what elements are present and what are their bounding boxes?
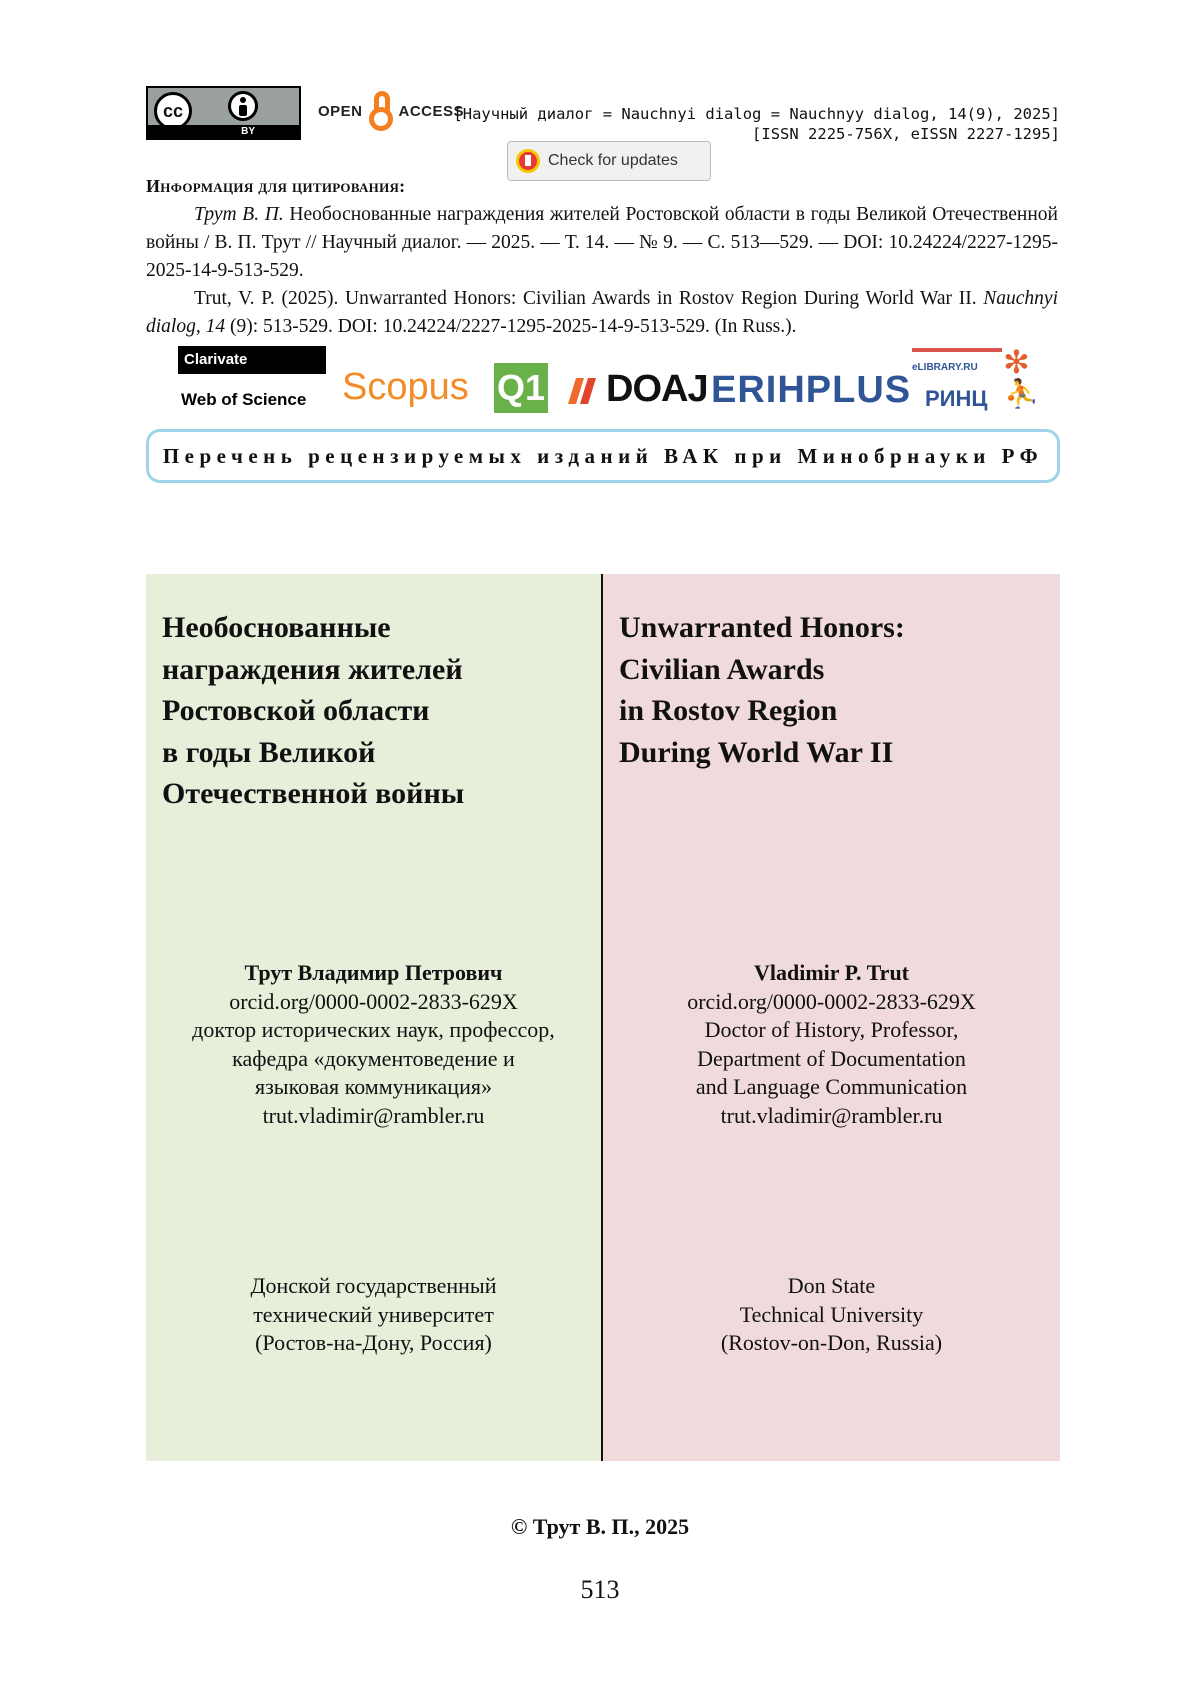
orcid-link-ru[interactable]: orcid.org/0000-0002-2833-629X <box>229 988 518 1014</box>
q1-badge: Q1 <box>494 363 548 413</box>
check-for-updates-label: Check for updates <box>548 152 678 169</box>
author-position-ru: языковая коммуникация» <box>255 1074 492 1099</box>
citation-ru-authors: Трут В. П. <box>194 204 284 225</box>
title-en-line: Civilian Awards <box>619 652 825 686</box>
article-title-en <box>619 607 1039 773</box>
doaj-icon <box>564 374 602 408</box>
author-email-ru[interactable]: trut.vladimir@rambler.ru <box>262 1102 485 1128</box>
citation-en-journal: Nauchnyi dialog, 14 <box>146 288 1058 337</box>
affiliation-en <box>603 1272 1060 1358</box>
elibrary-top-bar <box>912 348 1002 352</box>
title-en-line: During World War II <box>619 735 894 769</box>
affiliation-en-line: (Rostov-on-Don, Russia) <box>720 1330 943 1355</box>
affiliation-ru-line: технический университет <box>253 1301 494 1327</box>
author-position-en: Doctor of History, Professor, <box>704 1017 959 1042</box>
title-en-line: in Rostov Region <box>619 694 838 727</box>
clarivate-logo[interactable] <box>178 346 326 374</box>
elibrary-person-icon: ⛹ <box>1004 377 1039 410</box>
affiliation-en-line: Don State <box>787 1273 876 1298</box>
author-name-ru: Трут Владимир Петрович <box>244 960 503 985</box>
citation-block <box>146 201 1058 341</box>
author-position-ru: кафедра «документоведение и <box>232 1045 515 1071</box>
elibrary-logo[interactable]: eLIBRARY.RU <box>912 362 978 373</box>
title-ru-line: Ростовской области <box>162 694 430 727</box>
author-email-en[interactable]: trut.vladimir@rambler.ru <box>720 1102 943 1128</box>
affiliation-ru <box>146 1272 601 1358</box>
orcid-link-en[interactable]: orcid.org/0000-0002-2833-629X <box>687 988 976 1014</box>
citation-ru-text: Необоснованные награждения жителей Ростовской области в годы Великой Отечественной войны / В. П. Трут // Научный диалог. — 2025. — Т. 14. — № 9. — С. 513—529. — DOI: 10.24224/2227-1295-2025-14-9-513-529. <box>146 204 1058 281</box>
title-ru-line: Необоснованные <box>162 611 391 644</box>
open-access-access-label: ACCESS <box>398 102 465 120</box>
citation-heading: Информация для цитирования: <box>146 176 406 196</box>
title-ru-line: Отечественной войны <box>162 777 465 810</box>
citation-en-text: Trut, V. P. (2025). Unwarranted Honors: Civilian Awards in Rostov Region During World War II. <box>194 288 984 309</box>
check-for-updates-button[interactable] <box>507 141 711 181</box>
open-access-lock-icon <box>367 89 395 133</box>
erihplus-logo[interactable]: ERIHPLUS <box>711 369 912 411</box>
journal-reference <box>453 104 1060 144</box>
clarivate-label: Clarivate <box>184 351 248 368</box>
cc-by-label: BY <box>148 125 299 138</box>
crossmark-icon <box>516 149 540 173</box>
affiliation-ru-line: Донской государственный <box>250 1273 497 1298</box>
title-ru-line: в годы Великой <box>162 735 376 769</box>
web-of-science-label: Web of Science <box>181 390 307 409</box>
title-en-line: Unwarranted Honors: <box>619 611 905 644</box>
elibrary-star-icon: ✻ <box>1003 343 1030 381</box>
author-position-en: Department of Documentation <box>697 1045 966 1071</box>
author-position-en: and Language Communication <box>695 1074 968 1099</box>
page-number: 513 <box>580 1575 620 1604</box>
copyright-notice: © Трут В. П., 2025 <box>510 1514 690 1539</box>
article-title-ru <box>162 607 582 815</box>
scopus-logo[interactable]: Scopus <box>342 366 469 408</box>
attribution-icon <box>228 91 258 121</box>
citation-en <box>146 285 1058 341</box>
author-position-ru: доктор исторических наук, профессор, <box>192 1017 555 1042</box>
open-access-open-label: OPEN <box>318 102 363 120</box>
author-info-en <box>603 959 1060 1130</box>
author-name-en: Vladimir P. Trut <box>753 960 910 985</box>
citation-en-doi: (9): 513-529. DOI: 10.24224/2227-1295-2025-14-9-513-529. (In Russ.). <box>225 316 797 337</box>
citation-ru <box>146 201 1058 285</box>
open-access-logo <box>318 86 464 136</box>
affiliation-ru-line: (Ростов-на-Дону, Россия) <box>255 1330 492 1355</box>
journal-reference-line: [Научный диалог = Nauchnyi dialog = Nauchnyy dialog, 14(9), 2025] <box>453 105 1060 123</box>
rinc-label: РИНЦ <box>925 386 988 411</box>
vak-list-banner: Перечень рецензируемых изданий ВАК при Минобрнауки РФ <box>146 429 1060 483</box>
author-info-ru <box>146 959 601 1130</box>
cc-icon: cc <box>154 92 192 130</box>
doaj-logo[interactable]: DOAJ <box>606 368 708 410</box>
cc-by-license-badge[interactable] <box>146 86 301 140</box>
issn-line: [ISSN 2225-756X, eISSN 2227-1295] <box>752 125 1060 143</box>
affiliation-en-line: Technical University <box>739 1301 924 1327</box>
title-ru-line: награждения жителей <box>162 652 463 686</box>
